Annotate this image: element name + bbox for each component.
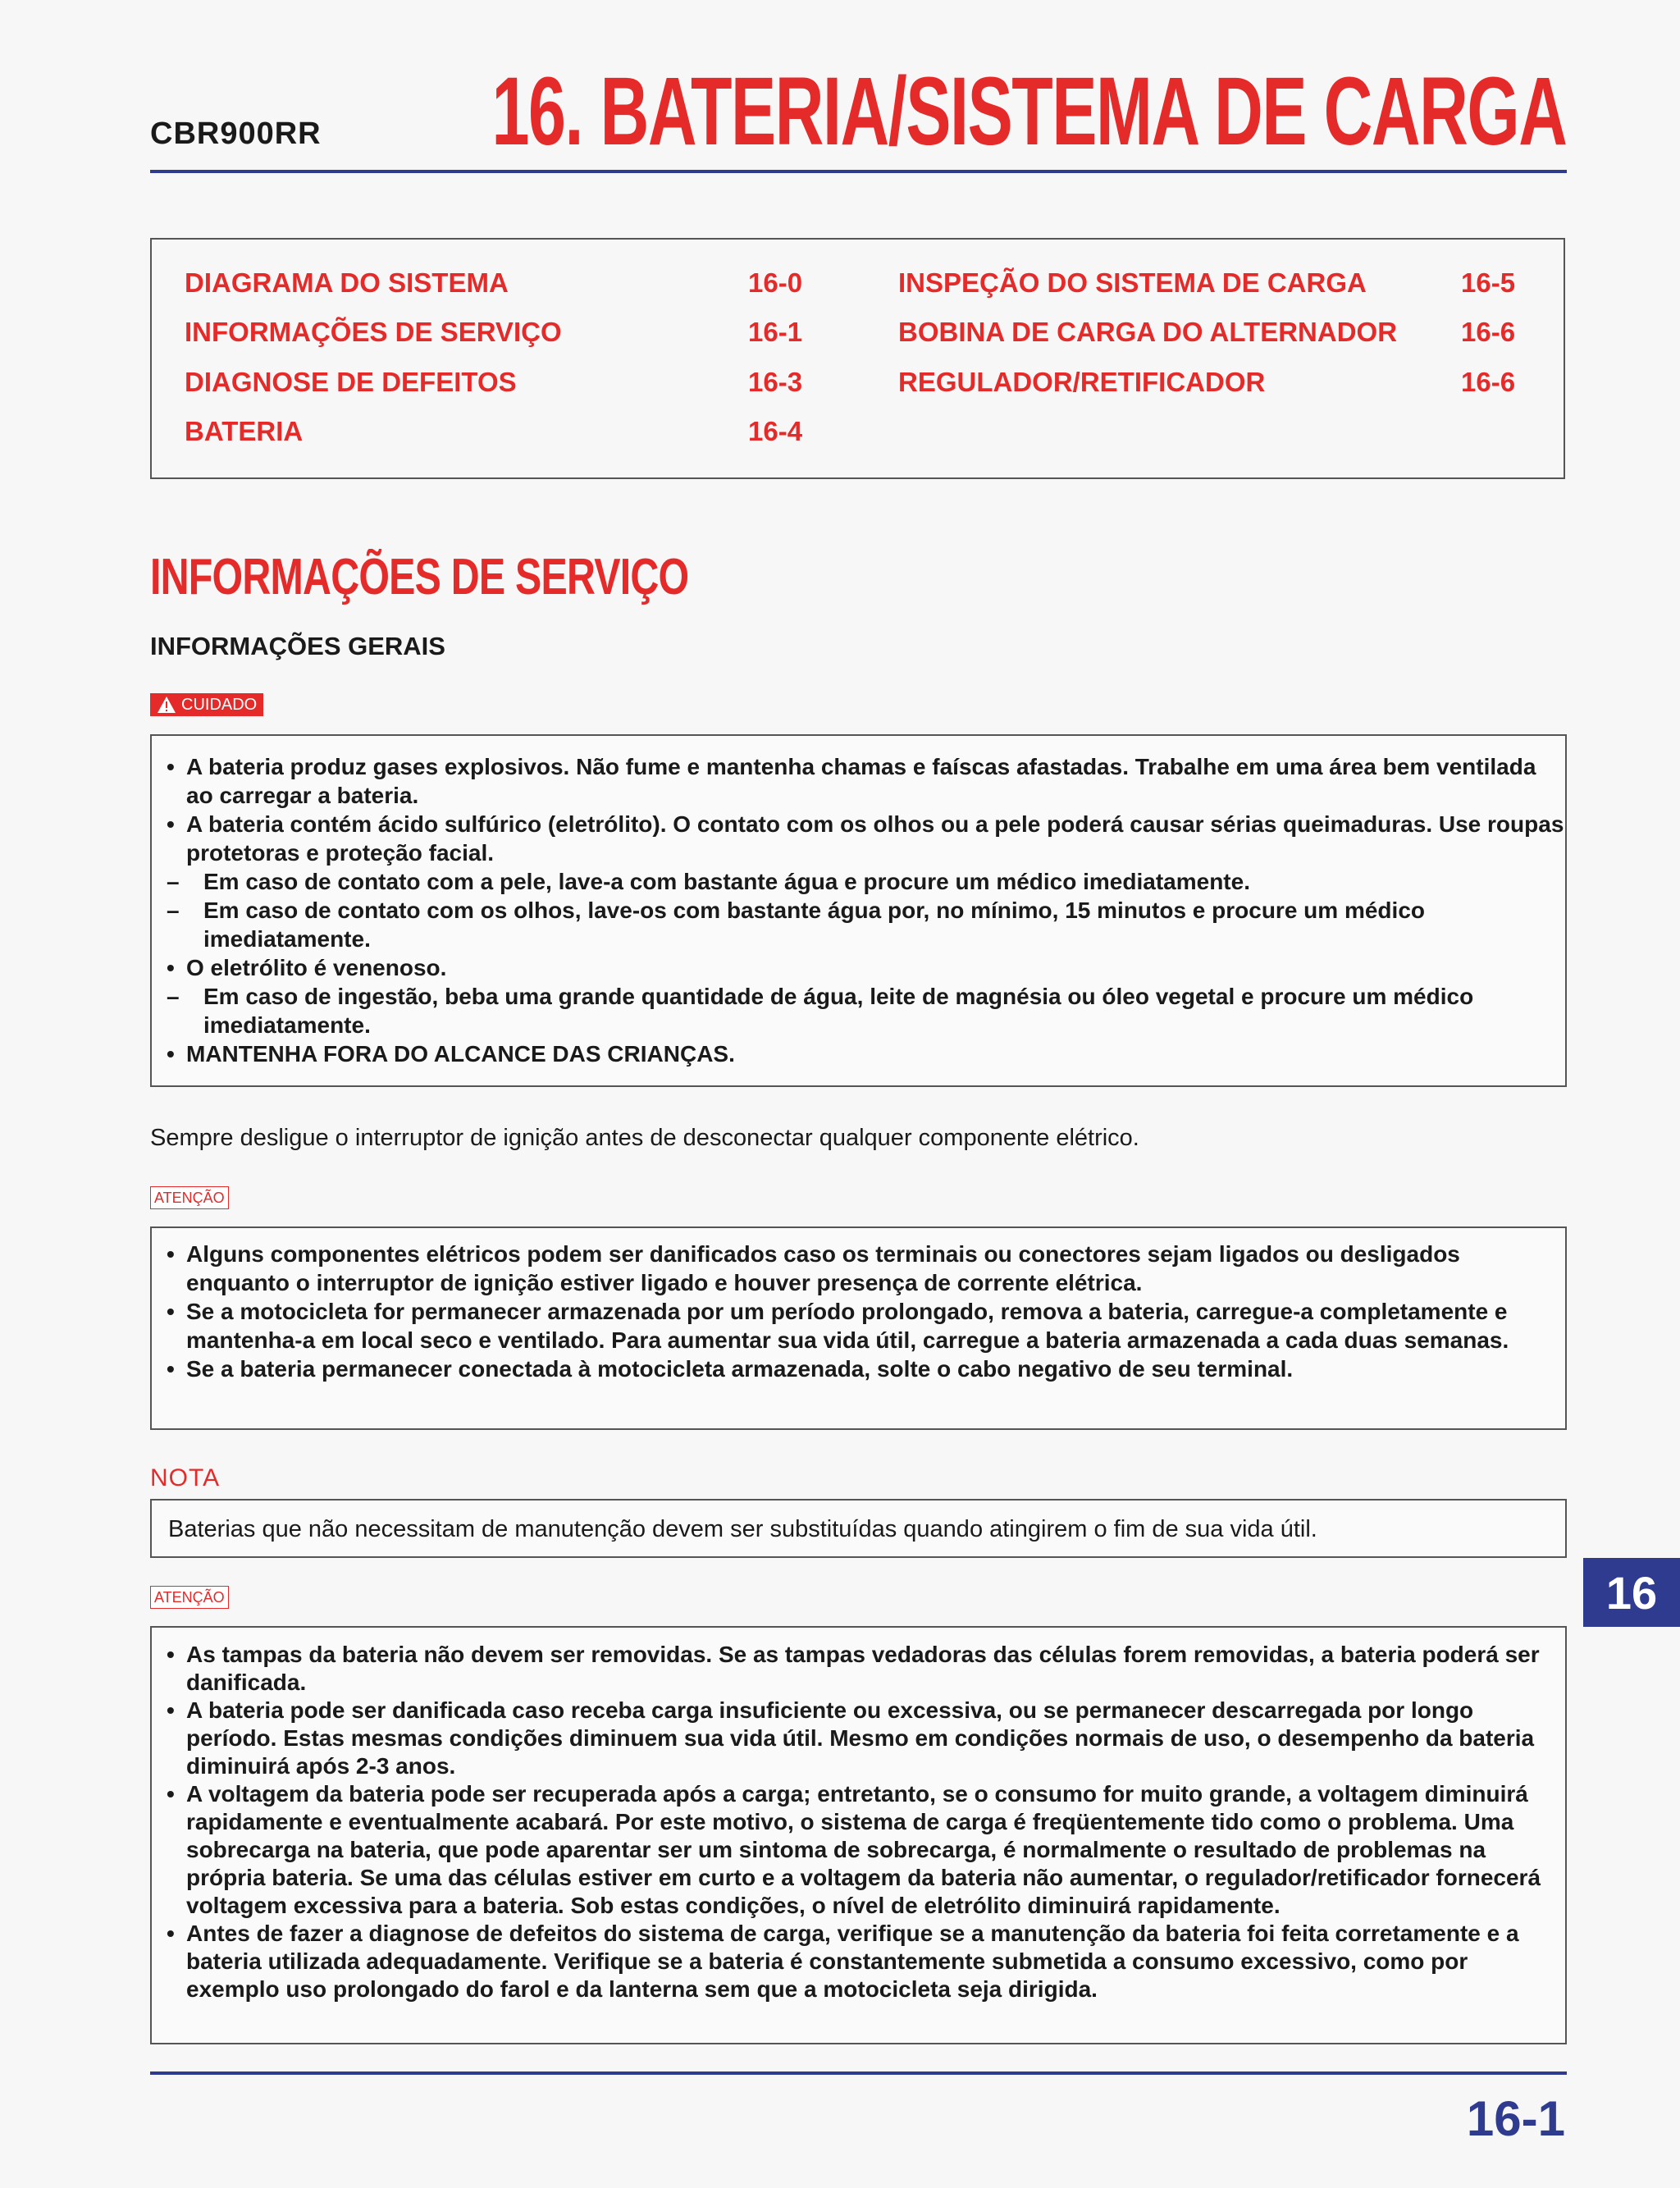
footer-rule [150, 2072, 1567, 2075]
list-item: – Em caso de contato com a pele, lave-a com bastante água e procure um médico imediatamente. [152, 867, 1565, 896]
caution-box [150, 734, 1567, 1087]
toc-page: 16-5 [1461, 267, 1516, 298]
toc-link[interactable]: DIAGNOSE DE DEFEITOS [185, 367, 517, 397]
toc-page: 16-1 [748, 317, 803, 347]
list-item: • Se a motocicleta for permanecer armazenada por um período prolongado, remova a bateria, carregue-a completamente e mantenha-a em local seco e ventilado. Para aumentar sua vida útil, carregue a bateria armazenada a cada duas semanas. [152, 1297, 1565, 1354]
note-label: NOTA [150, 1464, 221, 1491]
header-rule [150, 170, 1567, 173]
toc-link[interactable]: BOBINA DE CARGA DO ALTERNADOR [898, 317, 1398, 347]
list-item: • A voltagem da bateria pode ser recuperada após a carga; entretanto, se o consumo for muito grande, a voltagem diminuirá rapidamente e eventualmente acabará. Por este motivo, o sistema de carga é freqüentemente tido como o problema. Uma sobrecarga na bateria, que pode aparentar ser um sintoma de sobrecarga, é normalmente o resultado de problemas na própria bateria. Se uma das células estiver em curto e a voltagem da bateria não aumentar, o regulador/retificador fornecerá voltagem excessiva para a bateria. Sob estas condições, o nível de eletrólito diminuirá rapidamente. [152, 1780, 1565, 1920]
attention-tag: ATENÇÃO [150, 1586, 229, 1609]
toc-page: 16-0 [748, 267, 803, 298]
list-item: • As tampas da bateria não devem ser removidas. Se as tampas vedadoras das células forem removidas, a bateria poderá ser danificada. [152, 1641, 1565, 1697]
list-item: – Em caso de contato com os olhos, lave-os com bastante água por, no mínimo, 15 minutos e procure um médico imediatamente. [152, 896, 1565, 953]
list-item: • A bateria pode ser danificada caso receba carga insuficiente ou excessiva, ou se permanecer descarregada por longo período. Estas mesmas condições diminuem sua vida útil. Mesmo em condições normais de uso, o desempenho da bateria diminuirá após 2-3 anos. [152, 1697, 1565, 1780]
note-box [150, 1499, 1567, 1558]
table-of-contents [150, 238, 1565, 479]
note-text: Baterias que não necessitam de manutenção devem ser substituídas quando atingirem o fim de sua vida útil. [168, 1516, 1317, 1542]
attention-tag: ATENÇÃO [150, 1186, 229, 1209]
model-name: CBR900RR [150, 116, 322, 151]
attention-box [150, 1226, 1567, 1430]
page-number: 16-1 [1466, 2091, 1565, 2146]
list-item: • A bateria produz gases explosivos. Não fume e mantenha chamas e faíscas afastadas. Trabalhe em uma área bem ventilada ao carregar a bateria. [152, 752, 1565, 810]
caution-label: CUIDADO [181, 696, 258, 714]
list-item: • A bateria contém ácido sulfúrico (eletrólito). O contato com os olhos ou a pele poderá causar sérias queimaduras. Use roupas protetoras e proteção facial. [152, 810, 1565, 867]
section-subtitle: INFORMAÇÕES GERAIS [150, 632, 445, 660]
list-item: • MANTENHA FORA DO ALCANCE DAS CRIANÇAS. [152, 1039, 1565, 1068]
toc-link[interactable]: INSPEÇÃO DO SISTEMA DE CARGA [898, 267, 1367, 298]
list-item: • Alguns componentes elétricos podem ser danificados caso os terminais ou conectores sejam ligados ou desligados enquanto o interruptor de ignição estiver ligado e houver presença de corrente elétrica. [152, 1240, 1565, 1297]
toc-link[interactable]: INFORMAÇÕES DE SERVIÇO [185, 317, 562, 347]
toc-link[interactable]: REGULADOR/RETIFICADOR [898, 367, 1266, 397]
warning-icon [157, 696, 176, 714]
attention-box [150, 1626, 1567, 2044]
list-item: • Se a bateria permanecer conectada à motocicleta armazenada, solte o cabo negativo de seu terminal. [152, 1354, 1565, 1383]
toc-page: 16-4 [748, 416, 803, 446]
chapter-title: 16. BATERIA/SISTEMA DE CARGA [491, 57, 1567, 166]
instruction-text: Sempre desligue o interruptor de ignição antes de desconectar qualquer componente elétrico. [150, 1125, 1139, 1151]
caution-tag [150, 693, 263, 716]
section-title: INFORMAÇÕES DE SERVIÇO [150, 549, 689, 605]
toc-link[interactable]: DIAGRAMA DO SISTEMA [185, 267, 509, 298]
toc-link[interactable]: BATERIA [185, 416, 304, 446]
list-item: • O eletrólito é venenoso. [152, 953, 1565, 982]
chapter-tab[interactable]: 16 [1583, 1558, 1680, 1627]
list-item: • Antes de fazer a diagnose de defeitos do sistema de carga, verifique se a manutenção da bateria foi feita corretamente e a bateria utilizada adequadamente. Verifique se a bateria é constantemente submetida a consumo excessivo, como por exemplo uso prolongado do farol e da lanterna sem que a motocicleta seja dirigida. [152, 1920, 1565, 2003]
toc-page: 16-3 [748, 367, 803, 397]
toc-page: 16-6 [1461, 317, 1516, 347]
toc-page: 16-6 [1461, 367, 1516, 397]
list-item: – Em caso de ingestão, beba uma grande quantidade de água, leite de magnésia ou óleo vegetal e procure um médico imediatamente. [152, 982, 1565, 1039]
